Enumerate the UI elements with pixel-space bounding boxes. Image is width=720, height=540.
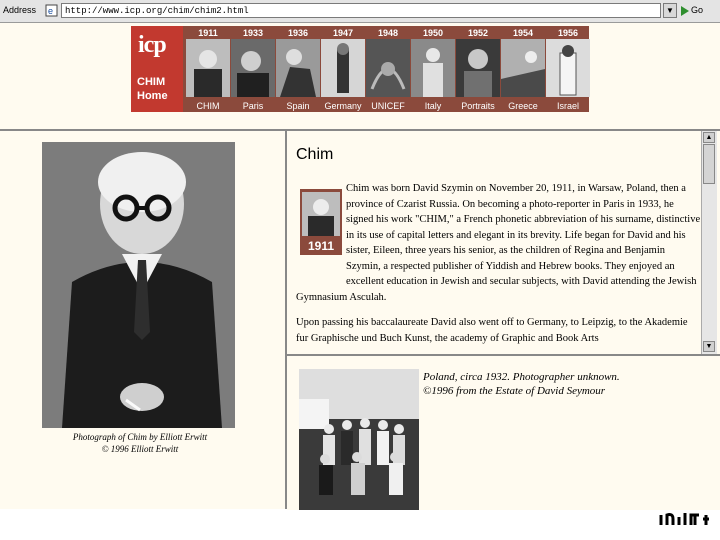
banner-photo [231,39,275,97]
banner-year: 1948 [377,28,399,38]
scroll-thumb[interactable] [703,144,715,184]
banner-year: 1911 [198,28,218,38]
icp-logo: icp [138,32,166,58]
banner-year: 1947 [332,28,354,38]
banner-label: CHIM [196,101,220,111]
address-bar [0,0,720,23]
url-input[interactable] [61,3,661,18]
banner-item-italy[interactable] [408,26,458,112]
url-text: http://www.icp.org/chim/chim2.html [65,6,249,16]
banner-item-paris[interactable] [228,26,278,112]
banner-photo [366,39,410,97]
go-button[interactable] [681,3,718,18]
scroll-down-button[interactable]: ▼ [703,341,715,352]
banner-label: Italy [424,101,442,111]
banner-year: 1936 [287,28,309,38]
address-label: Address [3,5,37,15]
banner-label: Paris [242,101,264,111]
banner-year: 1952 [467,28,489,38]
banner-photo [456,39,500,97]
top-frame [0,23,720,131]
article-body [296,181,701,356]
go-arrow-icon [681,6,689,16]
banner-label: Israel [556,101,579,111]
banner-label: Germany [324,101,362,111]
banner-year: 1933 [242,28,264,38]
url-dropdown-button[interactable]: ▼ [663,3,677,18]
banner-item-chim[interactable] [183,26,233,112]
banner-label: Spain [286,101,310,111]
banner-item-israel[interactable] [543,26,593,112]
banner-photo [186,39,230,97]
banner-photo [411,39,455,97]
chim-portrait-photo [42,142,235,428]
banner-photo [501,39,545,97]
banner-year: 1954 [512,28,534,38]
banner-item-germany[interactable] [318,26,368,112]
chim-home-link[interactable] [131,26,183,112]
navigation-banner [131,26,589,112]
banner-label: Greece [508,101,538,111]
banner-item-greece[interactable] [498,26,548,112]
article-scrollbar[interactable] [701,131,717,354]
banner-item-unicef[interactable] [363,26,413,112]
portrait-caption-line1: Photograph of Chim by Elliott Erwitt [72,432,208,442]
go-label: Go [691,5,704,15]
photo-caption-line1: Poland, circa 1932. Photographer unknown. [423,371,620,383]
left-frame [0,131,287,509]
scroll-up-button[interactable]: ▲ [703,132,715,143]
article-paragraph-1: Chim was born David Szymin on November 20, 1911, in Warsaw, Poland, then a province of Czarist Russia. On becoming a photo-reporter in Paris in 1933, he signed his work "CHIM," a French phonetic abbreviation of his surname, distinctive in its use of capital letters and elegant in its brevity. Life began for David and his sister, Eileen, three years his senior, as the children of Regina and Benjamin Szymin, a respected publisher of Yiddish and Hebrew books. They enjoyed an excellent education in Jewish and secular subjects, with David attending the Jewish Gymnasium Asculah. [296,183,701,303]
home-label-chim: CHIM [137,76,166,88]
banner-label: Portraits [461,101,495,111]
page-icon [45,4,58,17]
banner-label: UNICEF [371,101,405,111]
group-photo [299,369,419,510]
article-title: Chim [296,146,334,163]
article-paragraph-2: Upon passing his baccalaureate David also went off to Germany, to Leipzig, to the Akademie fur Graphische und Buch Kunst, the academy of Graphic and Book Arts [296,317,688,344]
banner-photo [276,39,320,97]
banner-item-portraits[interactable] [453,26,503,112]
banner-item-spain[interactable] [273,26,323,112]
thumbnail-year: 1911 [307,239,335,253]
banner-year: 1956 [557,28,579,38]
home-label-home: Home [137,90,168,102]
corner-logo-graphic [659,509,711,529]
banner-photo [321,39,365,97]
article-frame [287,131,720,356]
banner-photo [546,39,590,97]
photo-caption-line2: ©1996 from the Estate of David Seymour [423,385,606,397]
svg-text:e: e [48,6,54,16]
banner-year: 1950 [422,28,444,38]
photo-frame [287,356,720,510]
portrait-caption-line2: © 1996 Elliott Erwitt [101,444,179,454]
